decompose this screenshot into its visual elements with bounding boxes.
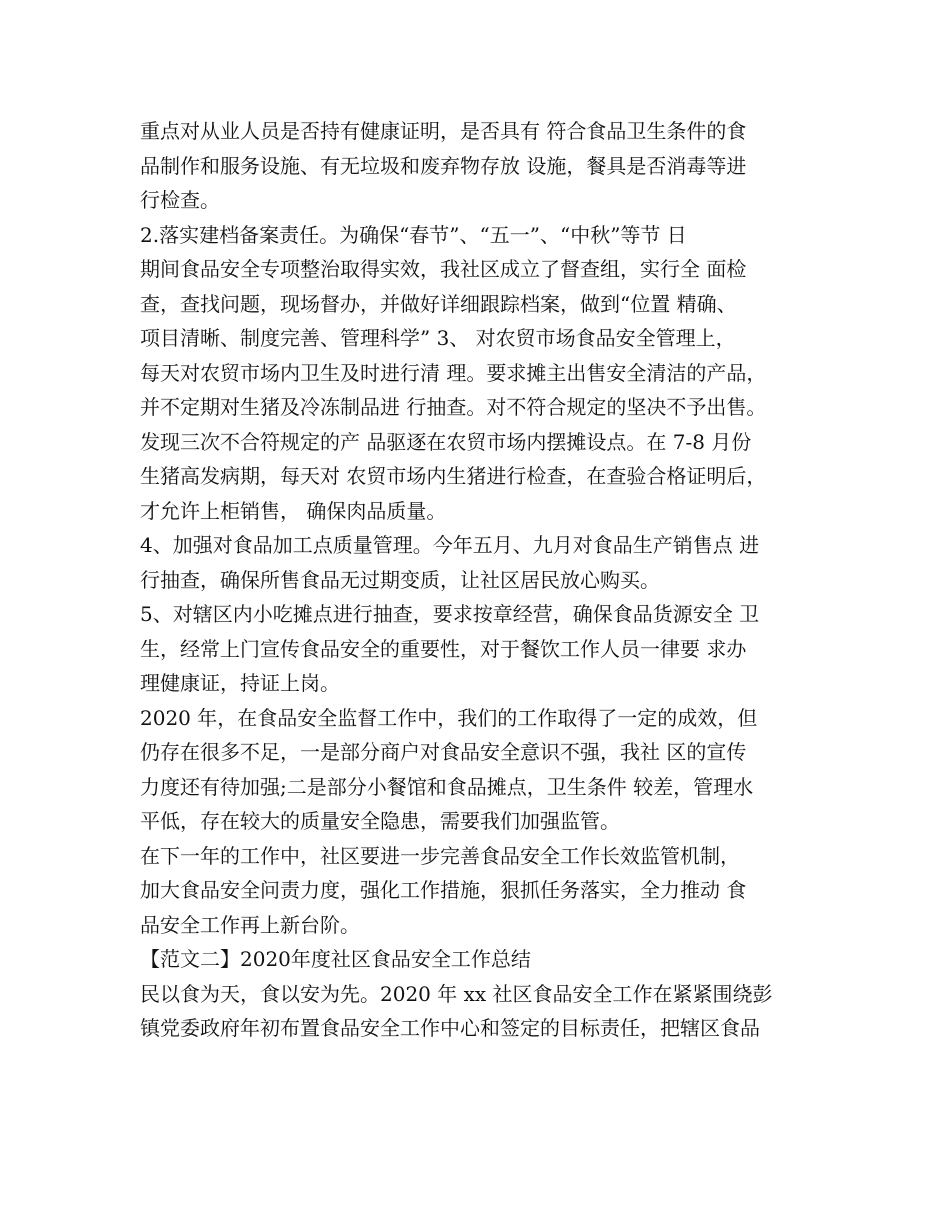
text-line: 2020 年，在食品安全监督工作中，我们的工作取得了一定的成效，但 bbox=[140, 705, 758, 730]
text-line: 查，查找问题，现场督办，并做好详细跟踪档案，做到“位置 精确、 bbox=[140, 291, 737, 316]
text-line: 加大食品安全问责力度，强化工作措施，狠抓任务落实，全力推动 食 bbox=[140, 878, 747, 902]
text-line: 项目清晰、制度完善、管理科学” 3、 对农贸市场食品安全管理上， bbox=[140, 326, 736, 350]
text-line: 期间食品安全专项整治取得实效，我社区成立了督查组，实行全 面检 bbox=[140, 257, 747, 281]
text-line: 并不定期对生猪及冷冻制品进 行抽查。对不符合规定的坚决不予出售。 bbox=[140, 395, 767, 419]
text-line: 5、对辖区内小吃摊点进行抽查，要求按章经营，确保食品货源安全 卫 bbox=[140, 602, 760, 626]
text-line: 发现三次不合符规定的产 品驱逐在农贸市场内摆摊设点。在 7-8 月份 bbox=[140, 429, 752, 454]
text-line: 行检查。 bbox=[140, 188, 220, 212]
text-line: 生，经常上门宣传食品安全的重要性，对于餐饮工作人员一律要 求办 bbox=[140, 636, 747, 661]
text-line: 品制作和服务设施、有无垃圾和废弃物存放 设施，餐具是否消毒等进 bbox=[140, 153, 747, 178]
text-line: 4、加强对食品加工点质量管理。今年五月、九月对食品生产销售点 进 bbox=[140, 533, 760, 557]
text-line: 品安全工作再上新台阶。 bbox=[140, 912, 360, 937]
text-line: 平低，存在较大的质量安全隐患，需要我们加强监管。 bbox=[140, 809, 620, 833]
text-line: 力度还有待加强;二是部分小餐馆和食品摊点，卫生条件 较差，管理水 bbox=[140, 774, 754, 799]
text-line: 才允许上柜销售， 确保肉品质量。 bbox=[140, 498, 447, 523]
text-line: 行抽查，确保所售食品无过期变质，让社区居民放心购买。 bbox=[140, 567, 660, 592]
text-line: 镇党委政府年初布置食品安全工作中心和签定的目标责任，把辖区食品 bbox=[140, 1016, 760, 1040]
text-line: 在下一年的工作中，社区要进一步完善食品安全工作长效监管机制， bbox=[140, 843, 740, 868]
text-line: 仍存在很多不足，一是部分商户对食品安全意识不强，我社 区的宣传 bbox=[140, 740, 747, 764]
document-body bbox=[140, 114, 830, 1046]
section-heading: 【范文二】2020年度社区食品安全工作总结 bbox=[140, 947, 531, 971]
text-line: 2.落实建档备案责任。为确保“春节”、“五一”、“中秋”等节 日 bbox=[140, 222, 687, 247]
text-line: 重点对从业人员是否持有健康证明，是否具有 符合食品卫生条件的食 bbox=[140, 119, 747, 143]
text-line: 理健康证，持证上岗。 bbox=[140, 671, 340, 695]
text-line: 每天对农贸市场内卫生及时进行清 理。要求摊主出售安全清洁的产品， bbox=[140, 360, 767, 385]
text-line: 生猪高发病期，每天对 农贸市场内生猪进行检查，在查验合格证明后， bbox=[140, 464, 767, 488]
text-line: 民以食为天，食以安为先。2020 年 xx 社区食品安全工作在紧紧围绕彭 bbox=[140, 981, 773, 1006]
